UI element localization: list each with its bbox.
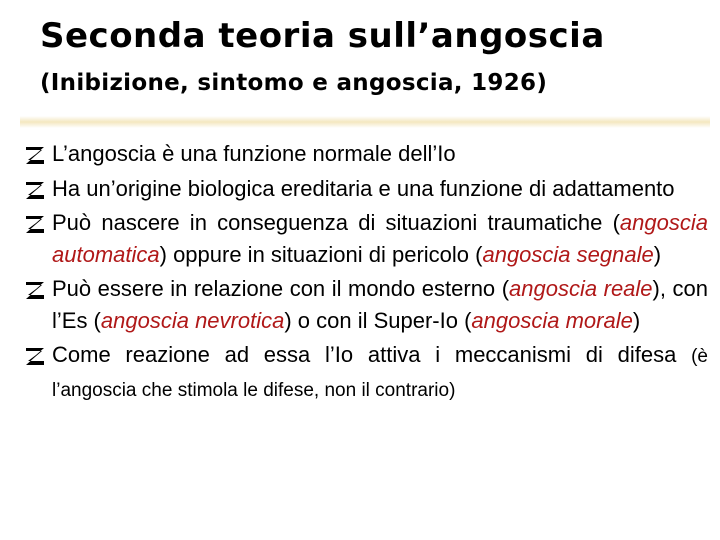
z-bullet-icon [24, 345, 46, 367]
bullet-item [24, 339, 708, 406]
bullet-text: L’angoscia è una funzione normale dell’Io [52, 141, 456, 166]
title-block [0, 0, 720, 130]
bullet-text: ) oppure in situazioni di pericolo ( [159, 241, 483, 267]
bullet-text: ), con l’Es ( [52, 276, 708, 333]
bullet-note: (è l’angoscia che stimola le difese, non il contrario) [52, 346, 708, 401]
z-bullet-icon [24, 179, 46, 201]
bullet-text: Ha un’origine biologica ereditaria e una funzione di adattamento [52, 175, 675, 201]
z-bullet-icon [24, 144, 46, 166]
slide-subtitle: (Inibizione, sintomo e angoscia, 1926) [40, 70, 548, 96]
bullet-text: Può nascere in conseguenza di situazioni traumatiche ( [52, 210, 620, 235]
emphasis-term: angoscia morale [471, 307, 633, 333]
z-bullet-icon [24, 213, 46, 235]
bullet-text: ) o con il Super-Io ( [284, 307, 472, 333]
bullet-item [24, 173, 708, 205]
bullet-text: ) [632, 307, 641, 333]
bullet-text: Come reazione ad essa l’Io attiva i meccanismi di difesa [52, 342, 692, 367]
bullet-item [24, 207, 708, 270]
emphasis-term: angoscia nevrotica [100, 307, 285, 333]
title-divider [20, 116, 710, 128]
bullet-item [24, 273, 708, 336]
emphasis-term: angoscia reale [509, 276, 653, 301]
z-bullet-icon [24, 279, 46, 301]
bullet-text: Può essere in relazione con il mondo esterno ( [52, 276, 510, 301]
bullet-list [24, 138, 708, 409]
emphasis-term: angoscia automatica [52, 210, 708, 267]
bullet-text: ) [653, 241, 662, 267]
bullet-item [24, 138, 708, 170]
emphasis-term: angoscia segnale [482, 241, 654, 267]
slide-title: Seconda teoria sull’angoscia [40, 16, 605, 56]
